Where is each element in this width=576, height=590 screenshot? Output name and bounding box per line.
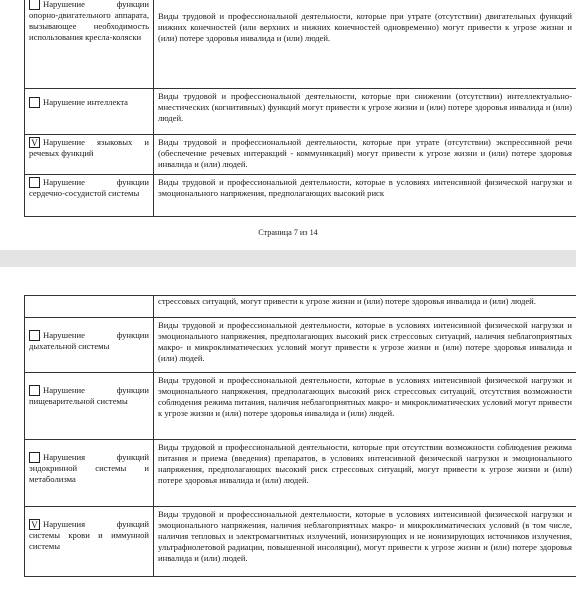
table-row [25, 507, 576, 577]
row-label-cell [25, 507, 154, 577]
row-label-cell [25, 440, 154, 507]
row-label-cell [25, 0, 154, 89]
row-text-cell [154, 89, 576, 135]
impairment-label: Нарушения функций эндокринной системы и метаболизма [29, 452, 149, 484]
impairment-label: Нарушение языковых и речевых функций [29, 137, 149, 158]
row-description: Виды трудовой и профессиональной деятельности, которые в условиях интенсивной физической нагрузки и эмоционального напряжения, предполагающих высокий риск стрессовых ситуаций, наличия неблагоприятных макро- и микроклиматических условий могут привести к угрозе жизни и (или) потере здоровья инвалида и (или) людей. [158, 320, 572, 363]
row-description: Виды трудовой и профессиональной деятельности, которые при отсутствии возможности соблюдения режима питания и приема (введения) препаратов, в условиях интенсивной физической нагрузки и эмоционального напряжения, предполагающих высокий риск стрессовых ситуаций, могут привести к угрозе жизни и (или) потере здоровья инвалида и (или) людей. [158, 442, 572, 485]
row-description: Виды трудовой и профессиональной деятельности, которые при снижении (отсутствии) интеллектуально-мнестических (когнитивных) функций могут привести к угрозе жизни и (или) потере здоровья инвалида и (или) людей. [158, 91, 572, 123]
impairment-label: Нарушение функции дыхательной системы [29, 330, 149, 351]
checkbox-checked[interactable]: V [29, 137, 40, 148]
row-text-cell [154, 296, 576, 318]
impairment-label: Нарушение интеллекта [43, 97, 128, 107]
checkbox[interactable] [29, 0, 40, 10]
row-description: Виды трудовой и профессиональной деятельности, которые при утрате (отсутствии) экспрессивной речи (обеспечение речевых интеракций - коммуникаций) могут привести к угрозе жизни и (или) потере здоровья инвалида и (или) людей. [158, 137, 572, 169]
continued-text: стрессовых ситуаций, могут привести к угрозе жизни и (или) потере здоровья инвалида и (или) людей. [158, 296, 536, 306]
row-text-cell [154, 318, 576, 373]
row-description: Виды трудовой и профессиональной деятельности, которые в условиях интенсивной физической нагрузки и эмоционального напряжения, предполагающих высокий риск [158, 177, 572, 198]
table-row [25, 296, 576, 318]
checkbox[interactable] [29, 330, 40, 341]
row-label-cell [25, 318, 154, 373]
table-row [25, 440, 576, 507]
restrictions-table-page-8 [24, 295, 576, 577]
impairment-label: Нарушения функций системы крови и иммунной системы [29, 519, 149, 551]
row-label-cell [25, 373, 154, 440]
table-row [25, 373, 576, 440]
row-text-cell [154, 373, 576, 440]
table-row [25, 175, 576, 217]
row-text-cell [154, 440, 576, 507]
table-row [25, 0, 576, 89]
checkbox[interactable] [29, 177, 40, 188]
row-description: Виды трудовой и профессиональной деятельности, которые при утрате (отсутствии) двигательных функций нижних конечностей (или верхних и нижних конечностей одновременно) могут привести к угрозе жизни и (или) потере здоровья инвалида и (или) людей. [158, 11, 572, 43]
row-text-cell [154, 507, 576, 577]
page-footer: Страница 7 из 14 [258, 228, 318, 237]
row-text-cell [154, 175, 576, 217]
table-row [25, 318, 576, 373]
checkbox-checked[interactable]: V [29, 519, 40, 530]
row-label-cell [25, 135, 154, 175]
impairment-label: Нарушение функции сердечно-сосудистой системы [29, 177, 149, 198]
row-label-cell [25, 175, 154, 217]
document-page-7 [0, 0, 576, 250]
row-description: Виды трудовой и профессиональной деятельности, которые в условиях интенсивной физической нагрузки и эмоционального напряжения, наличия неблагоприятных макро- и микроклиматических условий (в том числе, наличия тепловых и электромагнитных излучений, ионизирующих и не ионизирующих источников излучения, ультрафиолетовой радиации, повышенной инсоляции), могут привести к угрозе жизни и (или) потере здоровья инвалида и (или) людей. [158, 509, 572, 563]
page-separator [0, 250, 576, 267]
checkbox[interactable] [29, 385, 40, 396]
table-row [25, 89, 576, 135]
restrictions-table-page-7 [24, 0, 576, 217]
impairment-label: Нарушение функции пищеварительной системы [29, 385, 149, 406]
row-label-cell [25, 89, 154, 135]
checkbox[interactable] [29, 452, 40, 463]
row-description: Виды трудовой и профессиональной деятельности, которые в условиях интенсивной физической нагрузки и эмоционального напряжения, предполагающих высокий риск стрессовых ситуаций, отсутствия возможности соблюдения режима питания, наличия неблагоприятных макро- и микроклиматических условий могут привести к угрозе жизни и (или) потере здоровья инвалида и (или) людей. [158, 375, 572, 418]
impairment-label: Нарушение функции опорно-двигательного аппарата, вызывающее необходимость использования кресла-коляски [29, 0, 149, 42]
row-label-cell [25, 296, 154, 318]
row-text-cell [154, 135, 576, 175]
document-page-8 [0, 267, 576, 590]
checkbox[interactable] [29, 97, 40, 108]
table-row [25, 135, 576, 175]
row-text-cell [154, 0, 576, 89]
